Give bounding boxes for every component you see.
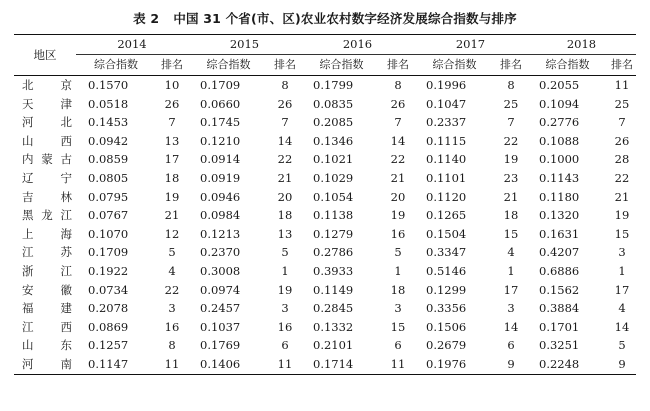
index-column-header: 综合指数 xyxy=(188,55,269,76)
table-number: 表 2 xyxy=(133,11,160,26)
index-value-cell: 0.3251 xyxy=(539,338,580,353)
rank-cell: 14 xyxy=(277,133,293,148)
rank-cell: 23 xyxy=(503,170,519,185)
index-value-cell: 0.1149 xyxy=(313,282,354,297)
rank-cell: 18 xyxy=(503,208,519,223)
rank-cell: 22 xyxy=(390,152,406,167)
rank-cell: 7 xyxy=(394,115,402,130)
index-column-header: 综合指数 xyxy=(301,55,382,76)
year-header: 2018 xyxy=(527,35,636,55)
rank-cell: 5 xyxy=(168,245,176,260)
rank-column-header: 排名 xyxy=(608,55,636,76)
rank-cell: 18 xyxy=(277,208,293,223)
index-value-cell: 0.1562 xyxy=(539,282,580,297)
table-caption xyxy=(0,9,650,27)
region-column-header: 地区 xyxy=(14,35,76,76)
index-value-cell: 0.1346 xyxy=(313,133,354,148)
rank-cell: 26 xyxy=(277,96,293,111)
rank-cell: 19 xyxy=(614,208,630,223)
table-body xyxy=(14,76,636,375)
rank-cell: 1 xyxy=(507,263,515,278)
table-header xyxy=(14,35,636,76)
index-value-cell: 0.1115 xyxy=(426,133,467,148)
index-ranking-table xyxy=(14,34,636,375)
rank-cell: 22 xyxy=(277,152,293,167)
rank-cell: 25 xyxy=(503,96,519,111)
index-value-cell: 0.1320 xyxy=(539,208,580,223)
table-row xyxy=(14,299,636,318)
rank-cell: 17 xyxy=(614,282,630,297)
region-cell: 天津 xyxy=(22,96,72,111)
index-value-cell: 0.1299 xyxy=(426,282,467,297)
index-value-cell: 0.1037 xyxy=(200,319,241,334)
index-value-cell: 0.0859 xyxy=(88,152,129,167)
rank-column-header: 排名 xyxy=(156,55,188,76)
index-value-cell: 0.2055 xyxy=(539,78,580,92)
rank-cell: 19 xyxy=(277,282,293,297)
index-value-cell: 0.1070 xyxy=(88,226,129,241)
index-value-cell: 0.1570 xyxy=(88,78,129,92)
rank-cell: 6 xyxy=(394,338,402,353)
table-row xyxy=(14,262,636,281)
index-value-cell: 0.0660 xyxy=(200,96,241,111)
index-value-cell: 0.2457 xyxy=(200,301,241,316)
table-row xyxy=(14,169,636,188)
index-value-cell: 0.3347 xyxy=(426,245,467,260)
rank-cell: 13 xyxy=(164,133,180,148)
index-value-cell: 0.2776 xyxy=(539,115,580,130)
region-cell: 吉林 xyxy=(22,189,72,204)
index-value-cell: 0.0984 xyxy=(200,208,241,223)
rank-cell: 1 xyxy=(618,263,626,278)
index-value-cell: 0.2078 xyxy=(88,301,129,316)
region-cell: 北京 xyxy=(22,78,72,92)
region-cell: 江西 xyxy=(22,319,72,334)
index-value-cell: 0.1714 xyxy=(301,355,382,374)
index-value-cell: 0.1213 xyxy=(200,226,241,241)
index-value-cell: 0.1143 xyxy=(539,170,580,185)
rank-cell: 3 xyxy=(618,245,626,260)
index-value-cell: 0.1631 xyxy=(539,226,580,241)
table-row xyxy=(14,336,636,355)
index-value-cell: 0.1101 xyxy=(426,170,467,185)
region-cell: 安徽 xyxy=(22,282,72,297)
table-row xyxy=(14,318,636,337)
rank-cell: 16 xyxy=(164,319,180,334)
index-value-cell: 0.1453 xyxy=(88,115,129,130)
region-cell: 辽宁 xyxy=(22,170,72,185)
rank-cell: 11 xyxy=(382,355,414,374)
rank-cell: 5 xyxy=(281,245,289,260)
rank-cell: 9 xyxy=(608,355,636,374)
rank-cell: 8 xyxy=(507,78,515,92)
rank-cell: 25 xyxy=(614,96,630,111)
index-column-header: 综合指数 xyxy=(414,55,495,76)
table-row xyxy=(14,132,636,151)
rank-cell: 8 xyxy=(168,338,176,353)
index-value-cell: 0.0914 xyxy=(200,152,241,167)
table-row xyxy=(14,355,636,374)
table-row xyxy=(14,188,636,207)
index-value-cell: 0.5146 xyxy=(426,263,467,278)
index-value-cell: 0.1745 xyxy=(200,115,241,130)
rank-cell: 3 xyxy=(168,301,176,316)
index-value-cell: 0.0919 xyxy=(200,170,241,185)
region-cell: 河北 xyxy=(22,115,72,130)
index-value-cell: 0.1799 xyxy=(313,78,354,92)
rank-cell: 21 xyxy=(390,170,406,185)
index-value-cell: 0.1506 xyxy=(426,319,467,334)
rank-cell: 14 xyxy=(503,319,519,334)
table-row xyxy=(14,281,636,300)
rank-cell: 4 xyxy=(507,245,515,260)
region-cell: 山西 xyxy=(22,133,72,148)
rank-cell: 3 xyxy=(507,301,515,316)
index-value-cell: 0.1701 xyxy=(539,319,580,334)
index-value-cell: 0.0869 xyxy=(88,319,129,334)
rank-cell: 16 xyxy=(390,226,406,241)
rank-cell: 11 xyxy=(269,355,301,374)
region-cell: 黑龙江 xyxy=(22,208,72,223)
rank-cell: 10 xyxy=(164,78,180,92)
index-column-header: 综合指数 xyxy=(76,55,156,76)
rank-cell: 28 xyxy=(614,152,630,167)
index-value-cell: 0.1257 xyxy=(88,338,129,353)
index-value-cell: 0.3933 xyxy=(313,263,354,278)
table-row xyxy=(14,95,636,114)
index-value-cell: 0.1279 xyxy=(313,226,354,241)
region-cell: 河南 xyxy=(14,355,76,374)
index-value-cell: 0.3884 xyxy=(539,301,580,316)
table-title: 中国 31 个省(市、区)农业农村数字经济发展综合指数与排序 xyxy=(173,11,517,26)
rank-cell: 26 xyxy=(390,96,406,111)
rank-cell: 21 xyxy=(614,189,630,204)
index-value-cell: 0.1054 xyxy=(313,189,354,204)
rank-cell: 12 xyxy=(164,226,180,241)
year-header: 2015 xyxy=(188,35,301,55)
index-value-cell: 0.1709 xyxy=(200,78,241,92)
rank-cell: 7 xyxy=(281,115,289,130)
rank-cell: 15 xyxy=(503,226,519,241)
rank-cell: 3 xyxy=(394,301,402,316)
region-cell: 福建 xyxy=(22,301,72,316)
index-value-cell: 0.1000 xyxy=(539,152,580,167)
year-header: 2014 xyxy=(76,35,188,55)
index-value-cell: 0.6886 xyxy=(539,263,580,278)
index-value-cell: 0.4207 xyxy=(539,245,580,260)
index-value-cell: 0.0795 xyxy=(88,189,129,204)
index-value-cell: 0.0946 xyxy=(200,189,241,204)
index-value-cell: 0.1147 xyxy=(76,355,156,374)
rank-cell: 8 xyxy=(281,78,289,92)
index-value-cell: 0.3008 xyxy=(200,263,241,278)
table-row xyxy=(14,76,636,95)
index-value-cell: 0.1140 xyxy=(426,152,467,167)
rank-cell: 4 xyxy=(168,263,176,278)
rank-cell: 19 xyxy=(164,189,180,204)
rank-cell: 7 xyxy=(618,115,626,130)
rank-cell: 26 xyxy=(164,96,180,111)
index-value-cell: 0.2248 xyxy=(527,355,608,374)
index-value-cell: 0.2337 xyxy=(426,115,467,130)
rank-cell: 18 xyxy=(390,282,406,297)
rank-cell: 1 xyxy=(394,263,402,278)
index-value-cell: 0.1094 xyxy=(539,96,580,111)
rank-cell: 4 xyxy=(618,301,626,316)
rank-cell: 20 xyxy=(277,189,293,204)
index-value-cell: 0.1088 xyxy=(539,133,580,148)
rank-cell: 7 xyxy=(507,115,515,130)
rank-cell: 22 xyxy=(164,282,180,297)
table-row xyxy=(14,206,636,225)
index-value-cell: 0.1504 xyxy=(426,226,467,241)
rank-cell: 13 xyxy=(277,226,293,241)
index-value-cell: 0.0974 xyxy=(200,282,241,297)
index-value-cell: 0.0835 xyxy=(313,96,354,111)
region-cell: 浙江 xyxy=(22,263,72,278)
index-value-cell: 0.1922 xyxy=(88,263,129,278)
region-cell: 山东 xyxy=(22,338,72,353)
index-value-cell: 0.1976 xyxy=(414,355,495,374)
region-cell: 内蒙古 xyxy=(22,152,72,167)
rank-cell: 8 xyxy=(394,78,402,92)
table-row xyxy=(14,150,636,169)
index-value-cell: 0.2101 xyxy=(313,338,354,353)
index-value-cell: 0.2786 xyxy=(313,245,354,260)
index-value-cell: 0.2085 xyxy=(313,115,354,130)
rank-cell: 18 xyxy=(164,170,180,185)
index-value-cell: 0.1265 xyxy=(426,208,467,223)
rank-column-header: 排名 xyxy=(382,55,414,76)
year-header-row xyxy=(14,35,636,55)
index-value-cell: 0.3356 xyxy=(426,301,467,316)
rank-cell: 14 xyxy=(614,319,630,334)
index-value-cell: 0.1138 xyxy=(313,208,354,223)
index-value-cell: 0.2370 xyxy=(200,245,241,260)
index-column-header: 综合指数 xyxy=(527,55,608,76)
region-cell: 江苏 xyxy=(22,245,72,260)
rank-cell: 6 xyxy=(281,338,289,353)
rank-cell: 17 xyxy=(164,152,180,167)
rank-cell: 15 xyxy=(390,319,406,334)
index-value-cell: 0.2679 xyxy=(426,338,467,353)
rank-cell: 5 xyxy=(394,245,402,260)
index-value-cell: 0.1021 xyxy=(313,152,354,167)
rank-cell: 9 xyxy=(495,355,527,374)
rank-cell: 19 xyxy=(503,152,519,167)
index-value-cell: 0.1029 xyxy=(313,170,354,185)
year-header: 2017 xyxy=(414,35,527,55)
rank-cell: 19 xyxy=(390,208,406,223)
rank-cell: 5 xyxy=(618,338,626,353)
region-cell: 上海 xyxy=(22,226,72,241)
rank-cell: 21 xyxy=(277,170,293,185)
rank-cell: 6 xyxy=(507,338,515,353)
index-value-cell: 0.1180 xyxy=(539,189,580,204)
index-value-cell: 0.2845 xyxy=(313,301,354,316)
rank-column-header: 排名 xyxy=(269,55,301,76)
rank-cell: 14 xyxy=(390,133,406,148)
rank-cell: 22 xyxy=(614,170,630,185)
rank-cell: 21 xyxy=(164,208,180,223)
index-value-cell: 0.1332 xyxy=(313,319,354,334)
index-value-cell: 0.0805 xyxy=(88,170,129,185)
rank-column-header: 排名 xyxy=(495,55,527,76)
index-value-cell: 0.1406 xyxy=(188,355,269,374)
subheader-row xyxy=(14,55,636,76)
index-value-cell: 0.1210 xyxy=(200,133,241,148)
index-value-cell: 0.1120 xyxy=(426,189,467,204)
index-value-cell: 0.1769 xyxy=(200,338,241,353)
index-value-cell: 0.0518 xyxy=(88,96,129,111)
rank-cell: 3 xyxy=(281,301,289,316)
rank-cell: 7 xyxy=(168,115,176,130)
rank-cell: 16 xyxy=(277,319,293,334)
rank-cell: 17 xyxy=(503,282,519,297)
index-value-cell: 0.1709 xyxy=(88,245,129,260)
index-value-cell: 0.1996 xyxy=(426,78,467,92)
rank-cell: 22 xyxy=(503,133,519,148)
rank-cell: 15 xyxy=(614,226,630,241)
index-value-cell: 0.0734 xyxy=(88,282,129,297)
rank-cell: 1 xyxy=(281,263,289,278)
rank-cell: 11 xyxy=(156,355,188,374)
rank-cell: 26 xyxy=(614,133,630,148)
index-value-cell: 0.0942 xyxy=(88,133,129,148)
rank-cell: 20 xyxy=(390,189,406,204)
table-row xyxy=(14,243,636,262)
rank-cell: 21 xyxy=(503,189,519,204)
rank-cell: 11 xyxy=(614,78,630,92)
index-value-cell: 0.1047 xyxy=(426,96,467,111)
table-row xyxy=(14,225,636,244)
table-row xyxy=(14,113,636,132)
year-header: 2016 xyxy=(301,35,414,55)
index-value-cell: 0.0767 xyxy=(88,208,129,223)
